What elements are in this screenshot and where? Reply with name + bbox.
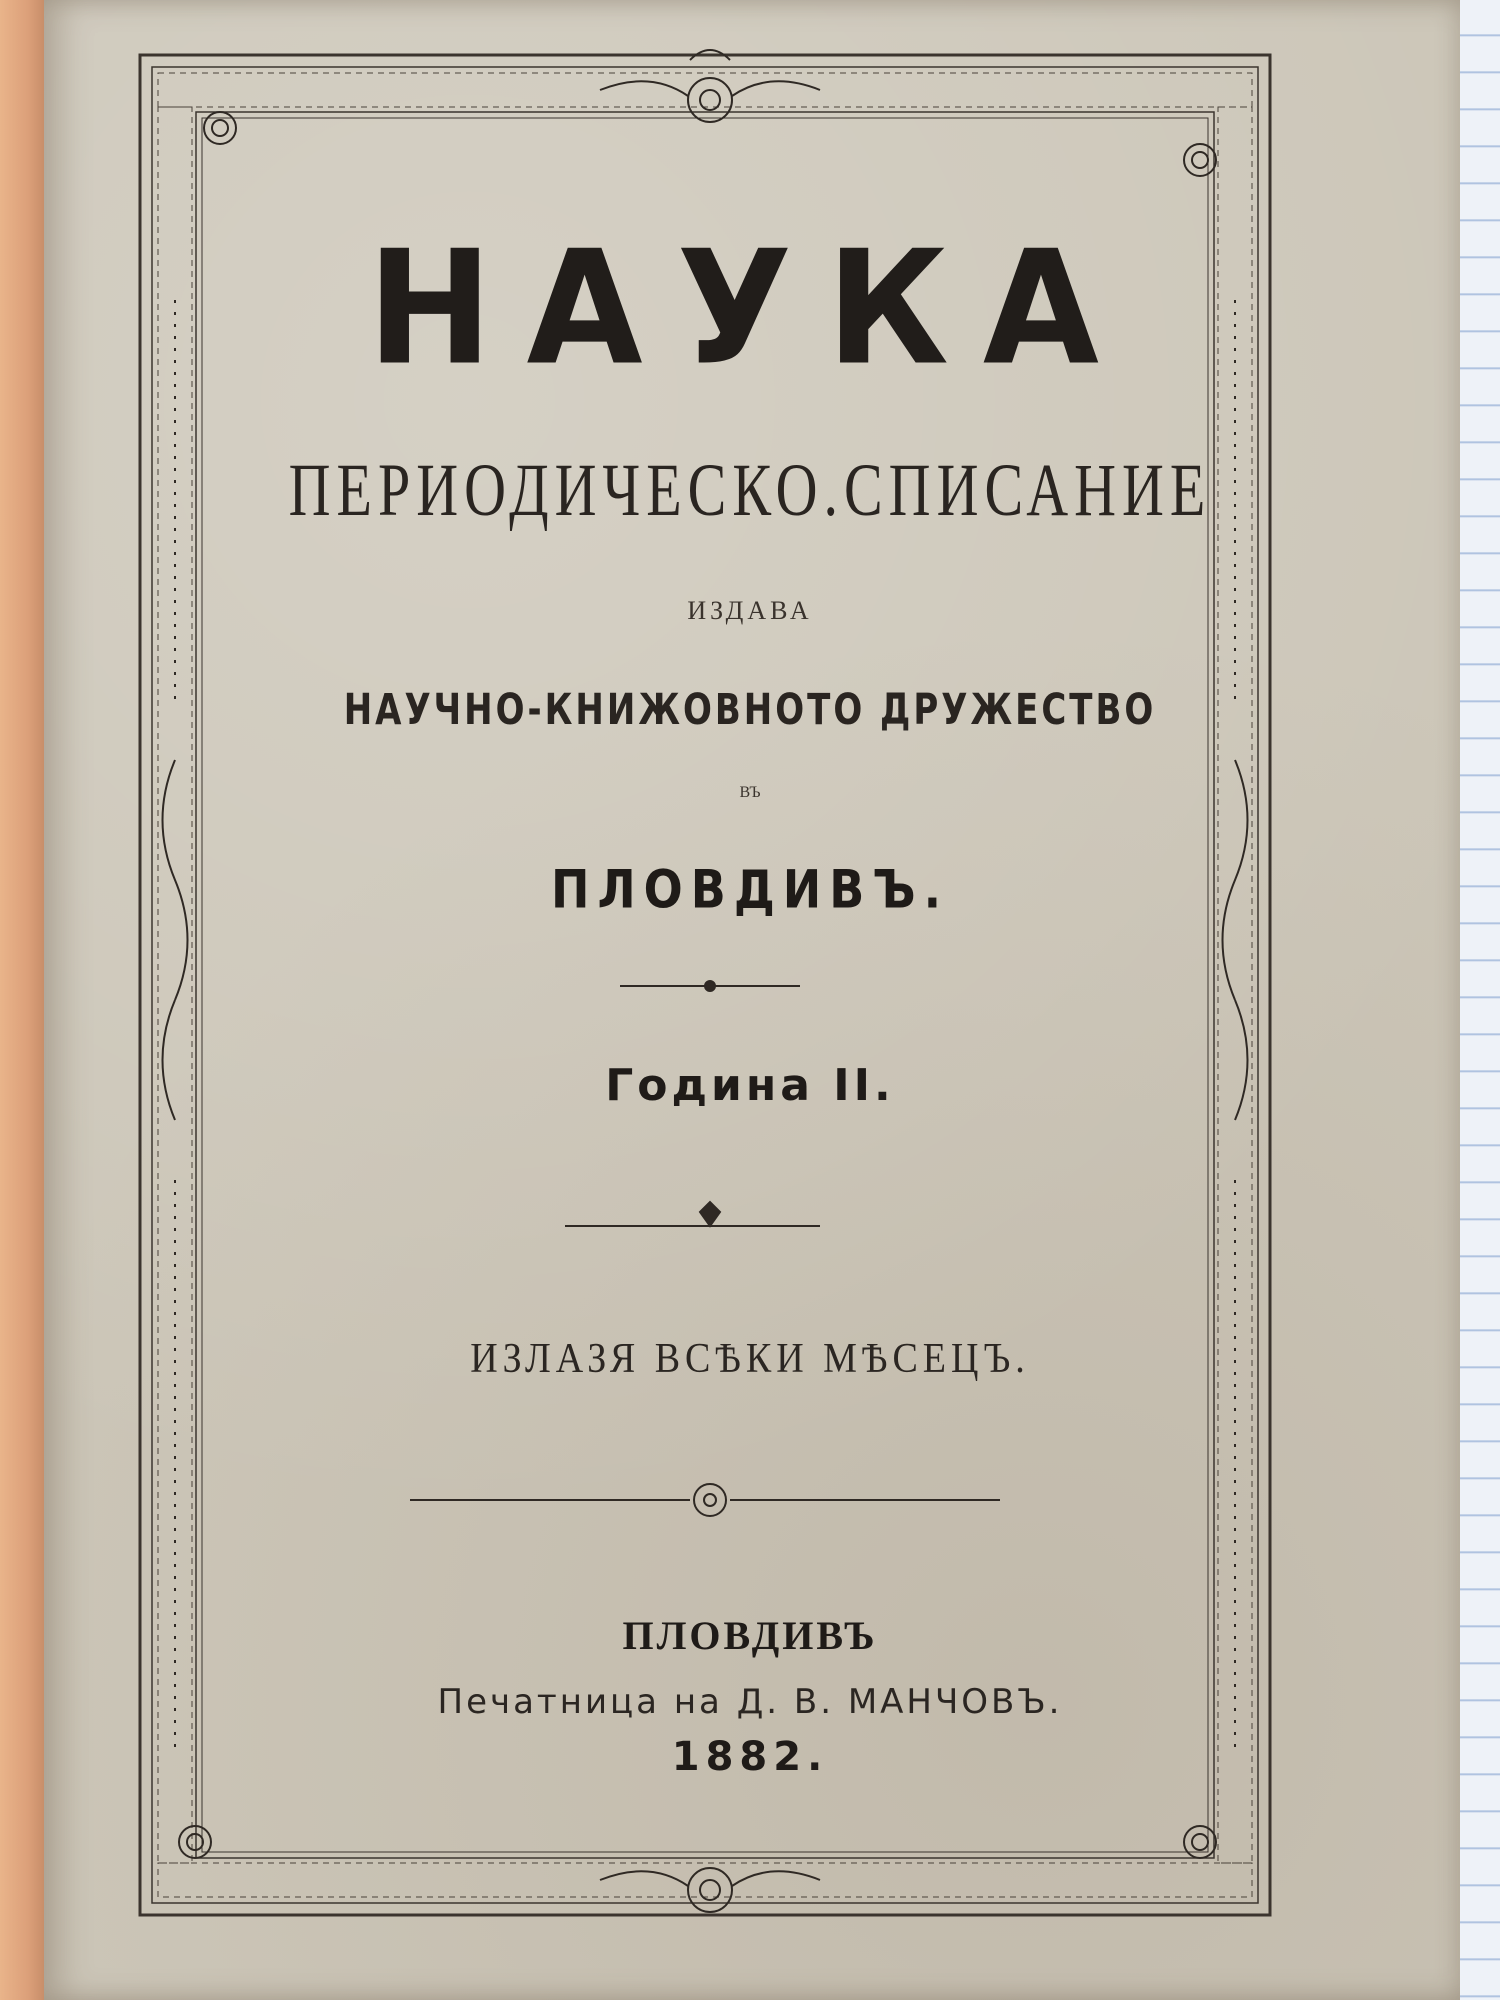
publisher-city: ПЛОВДИВЪ. bbox=[550, 857, 950, 921]
divider-ornament-3 bbox=[410, 1484, 1000, 1516]
imprint-year: 1882. bbox=[671, 1734, 829, 1780]
divider-ornament-1 bbox=[620, 981, 800, 991]
imprint-city: ПЛОВДИВЪ bbox=[622, 1613, 878, 1658]
divider-ornament-2 bbox=[565, 1202, 820, 1226]
publisher-intro: ИЗДАВА bbox=[687, 596, 813, 625]
year-label: Година II. bbox=[605, 1060, 895, 1111]
bottom-center-ornament-icon bbox=[600, 1868, 820, 1912]
printer-name: Печатница на Д. В. МАНЧОВЪ. bbox=[437, 1682, 1063, 1722]
frequency-note: ИЗЛАЗЯ ВСѢКИ МѢСЕЦЪ. bbox=[470, 1335, 1030, 1383]
top-center-ornament-icon bbox=[600, 50, 820, 122]
journal-subtitle: ПЕРИОДИЧЕСКО.СПИСАНИЕ bbox=[288, 447, 1212, 532]
journal-title: НАУКА bbox=[367, 217, 1133, 401]
preposition: ВЪ bbox=[739, 784, 761, 801]
publisher-name: НАУЧНО-КНИЖОВНОТО ДРУЖЕСТВО bbox=[343, 685, 1157, 735]
